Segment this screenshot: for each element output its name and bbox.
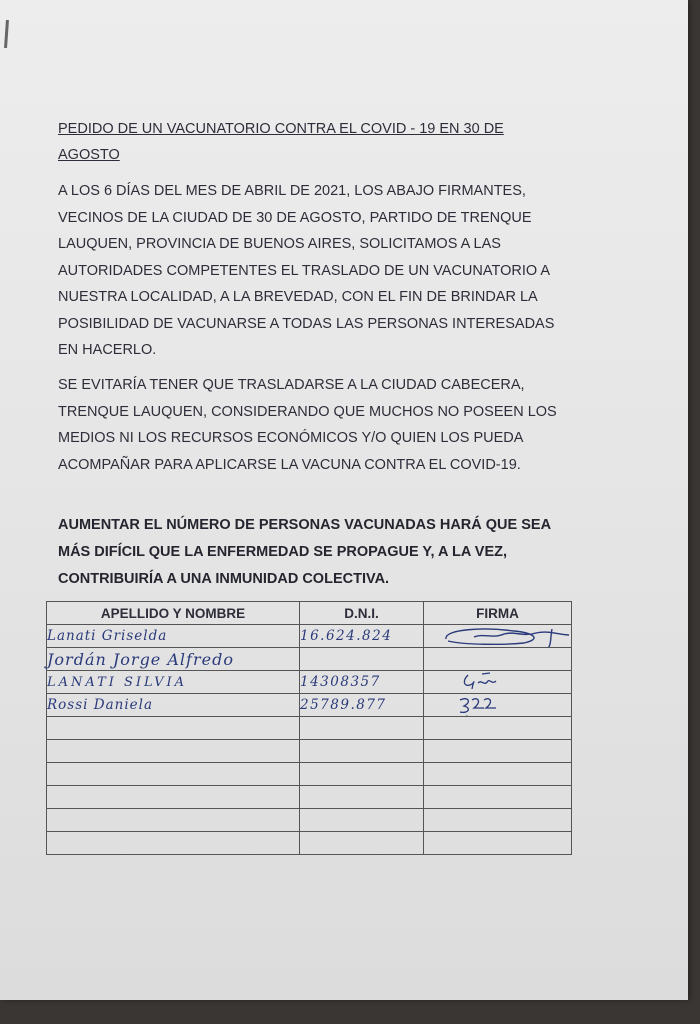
row-name: Jordán Jorge Alfredo (47, 648, 300, 671)
paragraph-justification: SE EVITARÍA TENER QUE TRASLADARSE A LA CIUDAD CABECERA, TRENQUE LAUQUEN, CONSIDERANDO QUE MUCHOS NO POSEEN LOS MEDIOS NI LOS RECURSOS ECONÓMICOS Y/O QUIEN LOS PUEDA ACOMPAÑAR PARA APLICARSE LA VACUNA CONTRA EL COVID-19. (58, 377, 557, 473)
table-row (47, 763, 572, 786)
handwritten-signature (424, 671, 572, 694)
table-row (47, 832, 572, 855)
row-dni: 16.624.824 (300, 625, 424, 648)
table-row (47, 809, 572, 832)
header-dni: D.N.I. (300, 602, 424, 625)
row-name: Lanati Griselda (47, 625, 300, 648)
paragraph-request: A LOS 6 DÍAS DEL MES DE ABRIL DE 2021, LOS ABAJO FIRMANTES, VECINOS DE LA CIUDAD DE 30 DE AGOSTO, PARTIDO DE TRENQUE LAUQUEN, PROVINCIA DE BUENOS AIRES, SOLICITAMOS A LAS AUTORIDADES COMPETENTES EL TRASLADO DE UN VACUNATORIO A NUESTRA LOCALIDAD, A LA BREVEDAD, CON EL FIN DE BRINDAR LA POSIBILIDAD DE VACUNARSE A TODAS LAS PERSONAS INTERESADAS EN HACERLO. (58, 183, 555, 358)
header-signature: FIRMA (424, 602, 572, 625)
row-dni: 14308357 (300, 671, 424, 694)
paragraph-conclusion: AUMENTAR EL NÚMERO DE PERSONAS VACUNADAS HARÁ QUE SEA MÁS DIFÍCIL QUE LA ENFERMEDAD SE PROPAGUE Y, A LA VEZ, CONTRIBUIRÍA A UNA INMUNIDAD COLECTIVA. (58, 517, 551, 587)
document-title: PEDIDO DE UN VACUNATORIO CONTRA EL COVID - 19 EN 30 DE AGOSTO (58, 121, 504, 163)
row-dni: 25789.877 (300, 694, 424, 717)
table-row (47, 786, 572, 809)
handwritten-signature (424, 694, 572, 717)
handwritten-signature (424, 625, 572, 648)
table-row (47, 740, 572, 763)
row-signature (424, 648, 572, 671)
table-row (47, 694, 572, 717)
table-row (47, 648, 572, 671)
signature-table (46, 601, 572, 855)
row-name: LANATI SILVIA (47, 671, 300, 694)
pen-mark (4, 20, 9, 48)
table-row (47, 625, 572, 648)
header-name: APELLIDO Y NOMBRE (47, 602, 300, 625)
table-row (47, 717, 572, 740)
table-row (47, 671, 572, 694)
row-dni (300, 648, 424, 671)
table-header-row (47, 602, 572, 625)
row-name: Rossi Daniela (47, 694, 300, 717)
